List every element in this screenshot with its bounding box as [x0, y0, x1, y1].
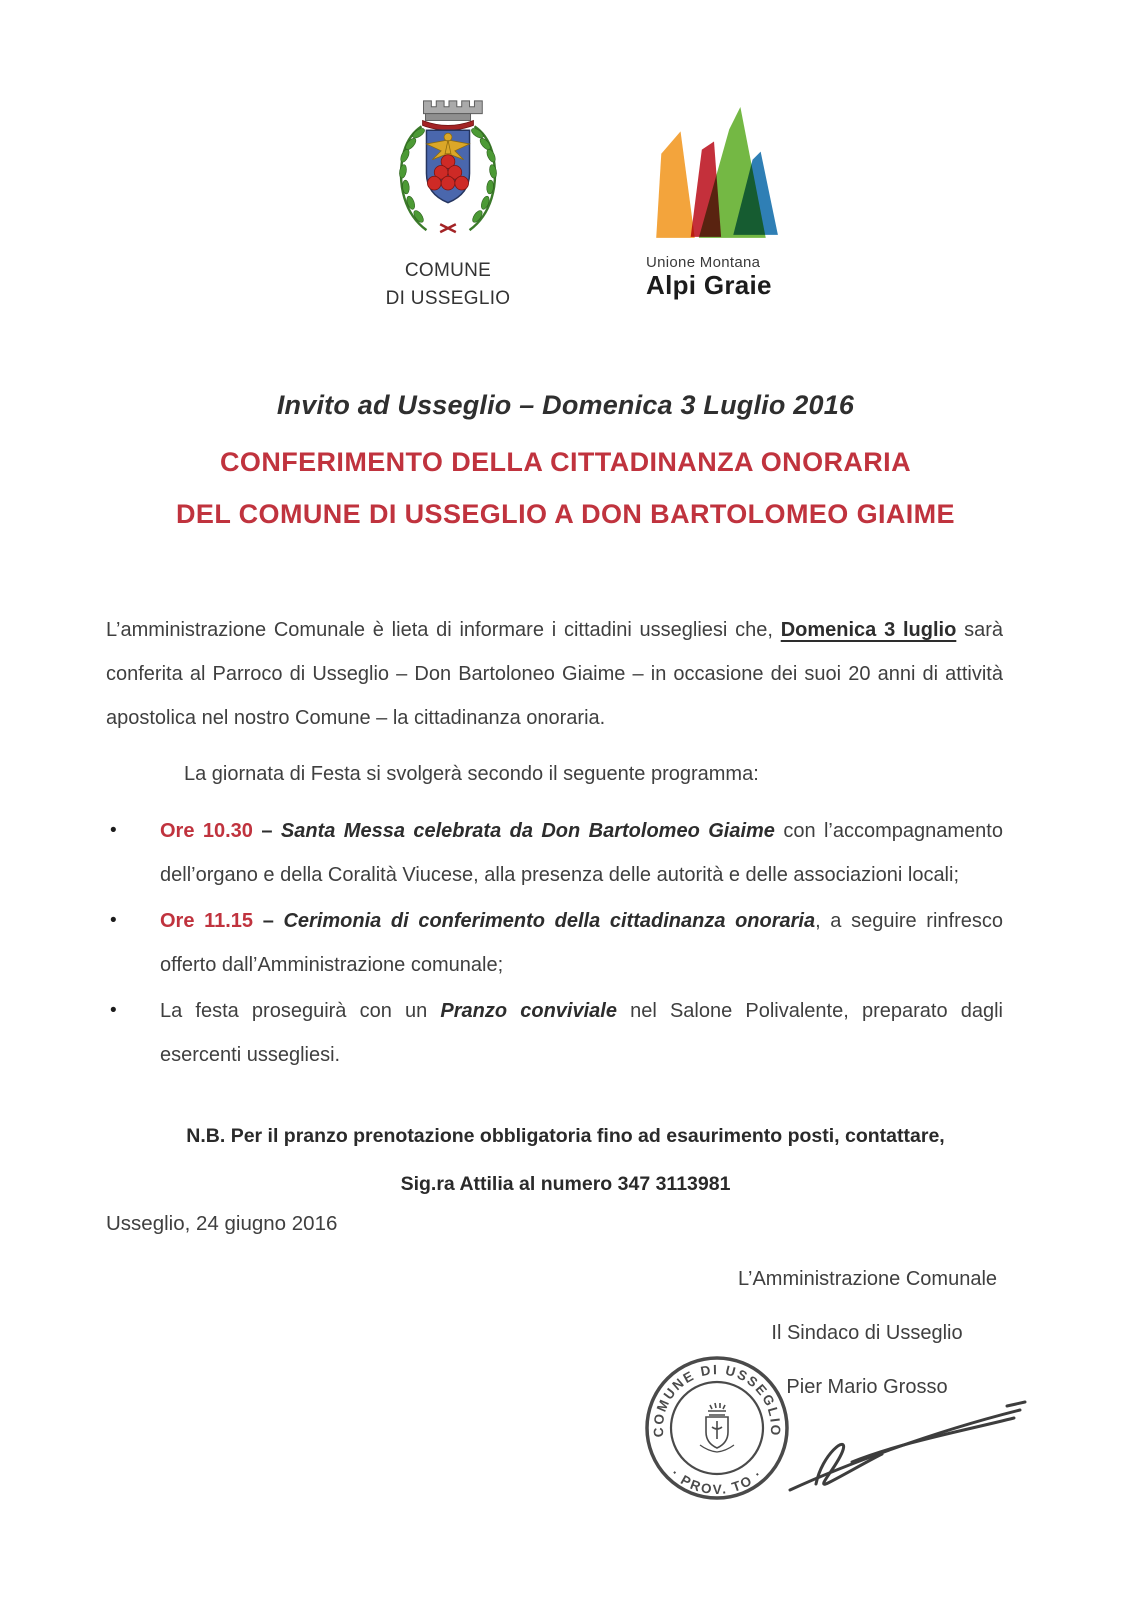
opening-date-emphasis: Domenica 3 luglio: [780, 619, 957, 641]
mayor-title-line: Il Sindaco di Usseglio: [771, 1322, 963, 1344]
comune-usseglio-logo-block: [368, 95, 528, 313]
ribbon-tie: [440, 224, 456, 232]
nb-line2: Sig.ra Attilia al numero 347 3113981: [400, 1173, 731, 1195]
item1-event: Santa Messa celebrata da Don Bartolomeo Giaime: [280, 820, 775, 842]
alpi-graie-logo-block: [646, 103, 856, 299]
stamp-crest-icon: [700, 1403, 734, 1452]
item2-detail: , a seguire rinfresco offerto dall’Amministrazione comunale;: [160, 910, 1003, 976]
item2-time: Ore 11.15: [160, 910, 254, 932]
opening-post: sarà conferita al Parroco di Usseglio – Don Bartoloneo Giaime – in occasione dei suoi 20 anni di attività apostolica nel nostro Comune – la cittadinanza onoraria.: [106, 619, 1003, 729]
comune-caption-line2: DI USSEGLIO: [385, 288, 511, 309]
bullet-icon: •: [110, 910, 117, 931]
mayor-signature-icon: [782, 1392, 1032, 1497]
item1-detail: con l’accompagnamento dell’organo e della Coralità Viucese, alla presenza delle autorità e delle associazioni locali;: [160, 820, 1003, 886]
item2-event: Cerimonia di conferimento della cittadinanza onoraria: [283, 910, 816, 932]
nb-note: [0, 1112, 1131, 1208]
program-item-3: [106, 989, 1003, 1077]
item1-time: Ore 10.30: [160, 820, 253, 842]
program-item-1: [106, 809, 1003, 897]
alpi-caption-line1: Unione Montana: [646, 254, 761, 271]
stamp-top-text: COMUNE DI USSEGLIO: [650, 1362, 784, 1438]
mayor-name-line: Pier Mario Grosso: [786, 1376, 948, 1398]
program-item-2: [106, 899, 1003, 987]
item1-dash: –: [252, 820, 281, 842]
red-title-line2: DEL COMUNE DI USSEGLIO A DON BARTOLOMEO GIAIME: [176, 499, 955, 529]
invite-title: Invito ad Usseglio – Domenica 3 Luglio 2016: [276, 390, 855, 420]
comune-caption: [368, 257, 528, 313]
alpi-graie-mountains-icon: [646, 103, 780, 247]
opening-pre: L’amministrazione Comunale è lieta di informare i cittadini ussegliesi che,: [106, 619, 781, 641]
administration-line: L’Amministrazione Comunale: [738, 1268, 998, 1290]
comune-caption-line1: COMUNE: [404, 260, 492, 281]
opening-paragraph: [106, 608, 1003, 740]
item3-event: Pranzo conviviale: [440, 1000, 617, 1022]
alpi-caption-line2: Alpi Graie: [646, 270, 772, 300]
comune-usseglio-crest-icon: [389, 95, 507, 237]
red-title-line1: CONFERIMENTO DELLA CITTADINANZA ONORARIA: [220, 447, 911, 477]
program-list: [106, 809, 1003, 1077]
stamp-bottom-text: · PROV. TO ·: [668, 1465, 766, 1498]
place-date-line: Usseglio, 24 giugno 2016: [106, 1212, 338, 1235]
bullet-icon: •: [110, 820, 117, 841]
program-intro: La giornata di Festa si svolgerà secondo il seguente programma:: [184, 763, 759, 785]
mural-crown: [423, 101, 483, 130]
item3-detail: nel Salone Polivalente, preparato dagli esercenti ussegliesi.: [160, 1000, 1003, 1066]
item3-pre: La festa proseguirà con un: [160, 1000, 441, 1022]
municipal-stamp: [642, 1353, 792, 1503]
mountain-orange: [656, 131, 695, 237]
letter-body: [106, 608, 1003, 1079]
item2-dash: –: [253, 910, 284, 932]
nb-line1: N.B. Per il pranzo prenotazione obbligatoria fino ad esaurimento posti, contattare,: [186, 1125, 945, 1147]
bullet-icon: •: [110, 1000, 117, 1021]
